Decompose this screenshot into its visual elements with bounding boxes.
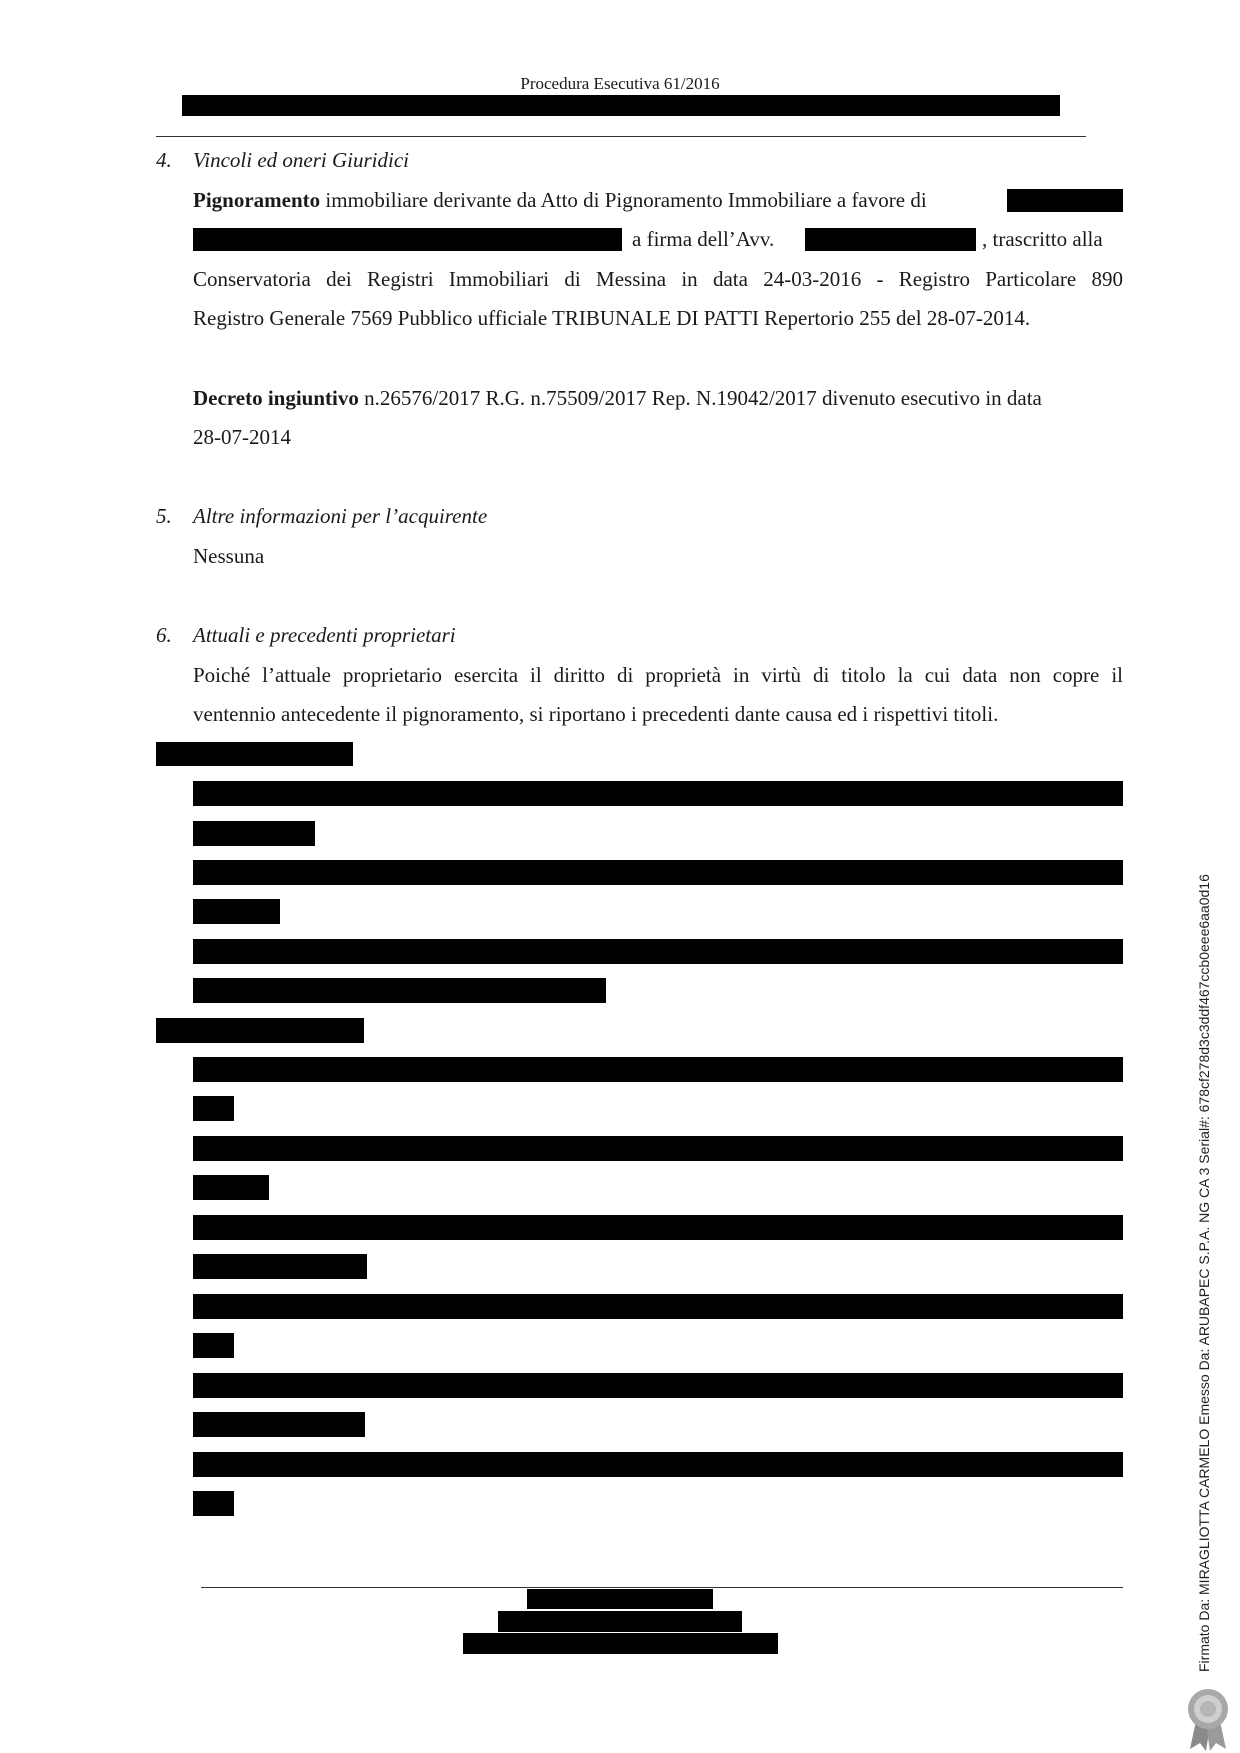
award-seal-icon [1184, 1687, 1232, 1753]
redacted-line [193, 978, 606, 1003]
redacted-line [193, 1175, 269, 1200]
redacted-line [193, 939, 1123, 964]
redacted-line [193, 1452, 1123, 1477]
pignoramento-label: Pignoramento [193, 188, 321, 212]
redacted-line [193, 1136, 1123, 1161]
pignoramento-line-4: Registro Generale 7569 Pubblico ufficiale TRIBUNALE DI PATTI Repertorio 255 del 28-07-2014. [193, 306, 1031, 330]
redacted-footer-line-3 [463, 1633, 778, 1654]
redacted-owner-heading-1 [156, 742, 353, 766]
page-header-title: Procedura Esecutiva 61/2016 [520, 74, 720, 93]
section-5-body: Nessuna [193, 544, 265, 568]
redacted-line [193, 1057, 1123, 1082]
section-4-title: Vincoli ed oneri Giuridici [193, 148, 409, 172]
redacted-lawyer-name [805, 228, 976, 251]
redacted-line [193, 1254, 367, 1279]
redacted-line [193, 1373, 1123, 1398]
pignoramento-line-2-b: , trascritto alla [982, 227, 1103, 251]
section-6-line-2: ventennio antecedente il pignoramento, si riportano i precedenti dante causa ed i rispettivi titoli. [193, 702, 999, 726]
redacted-line [193, 1215, 1123, 1240]
decreto-line-2: 28-07-2014 [193, 425, 291, 449]
redacted-line [193, 821, 315, 846]
section-5-title: Altre informazioni per l’acquirente [193, 504, 488, 528]
redacted-footer-line-1 [527, 1589, 713, 1609]
pignoramento-line-1 [193, 186, 927, 214]
redacted-footer-line-2 [498, 1611, 742, 1632]
redacted-owner-heading-2 [156, 1018, 364, 1043]
decreto-line-1 [193, 384, 1042, 412]
redacted-line [193, 781, 1123, 806]
decreto-label: Decreto ingiuntivo [193, 386, 359, 410]
decreto-line-1-text: n.26576/2017 R.G. n.75509/2017 Rep. N.19042/2017 divenuto esecutivo in data [364, 386, 1042, 410]
redacted-line [193, 1491, 234, 1516]
footer-rule [201, 1587, 1123, 1588]
section-6-number: 6. [156, 623, 172, 647]
pignoramento-line-2-a: a firma dell’Avv. [632, 227, 775, 251]
redacted-line [193, 1096, 234, 1121]
section-6-line-1: Poiché l’attuale proprietario esercita il diritto di proprietà in virtù di titolo la cui data non copre il [193, 663, 1123, 687]
redacted-creditor [1007, 189, 1123, 212]
section-5-number: 5. [156, 504, 172, 528]
section-4-number: 4. [156, 148, 172, 172]
section-6-title: Attuali e precedenti proprietari [193, 623, 456, 647]
redacted-line [193, 899, 280, 924]
redacted-line [193, 860, 1123, 885]
digital-signature-text: Firmato Da: MIRAGLIOTTA CARMELO Emesso Da: ARUBAPEC S.P.A. NG CA 3 Serial#: 678cf278d3c3ddf467ccb0eee6aa0d16 [1196, 874, 1212, 1672]
pignoramento-line-3: Conservatoria dei Registri Immobiliari di Messina in data 24-03-2016 - Registro Particolare 890 [193, 267, 1123, 291]
redacted-header-block [182, 95, 1060, 116]
header-rule [156, 136, 1086, 137]
pignoramento-line-1-text: immobiliare derivante da Atto di Pignoramento Immobiliare a favore di [325, 188, 927, 212]
redacted-creditor-continued [193, 228, 622, 251]
redacted-line [193, 1333, 234, 1358]
redacted-line [193, 1412, 365, 1437]
redacted-line [193, 1294, 1123, 1319]
